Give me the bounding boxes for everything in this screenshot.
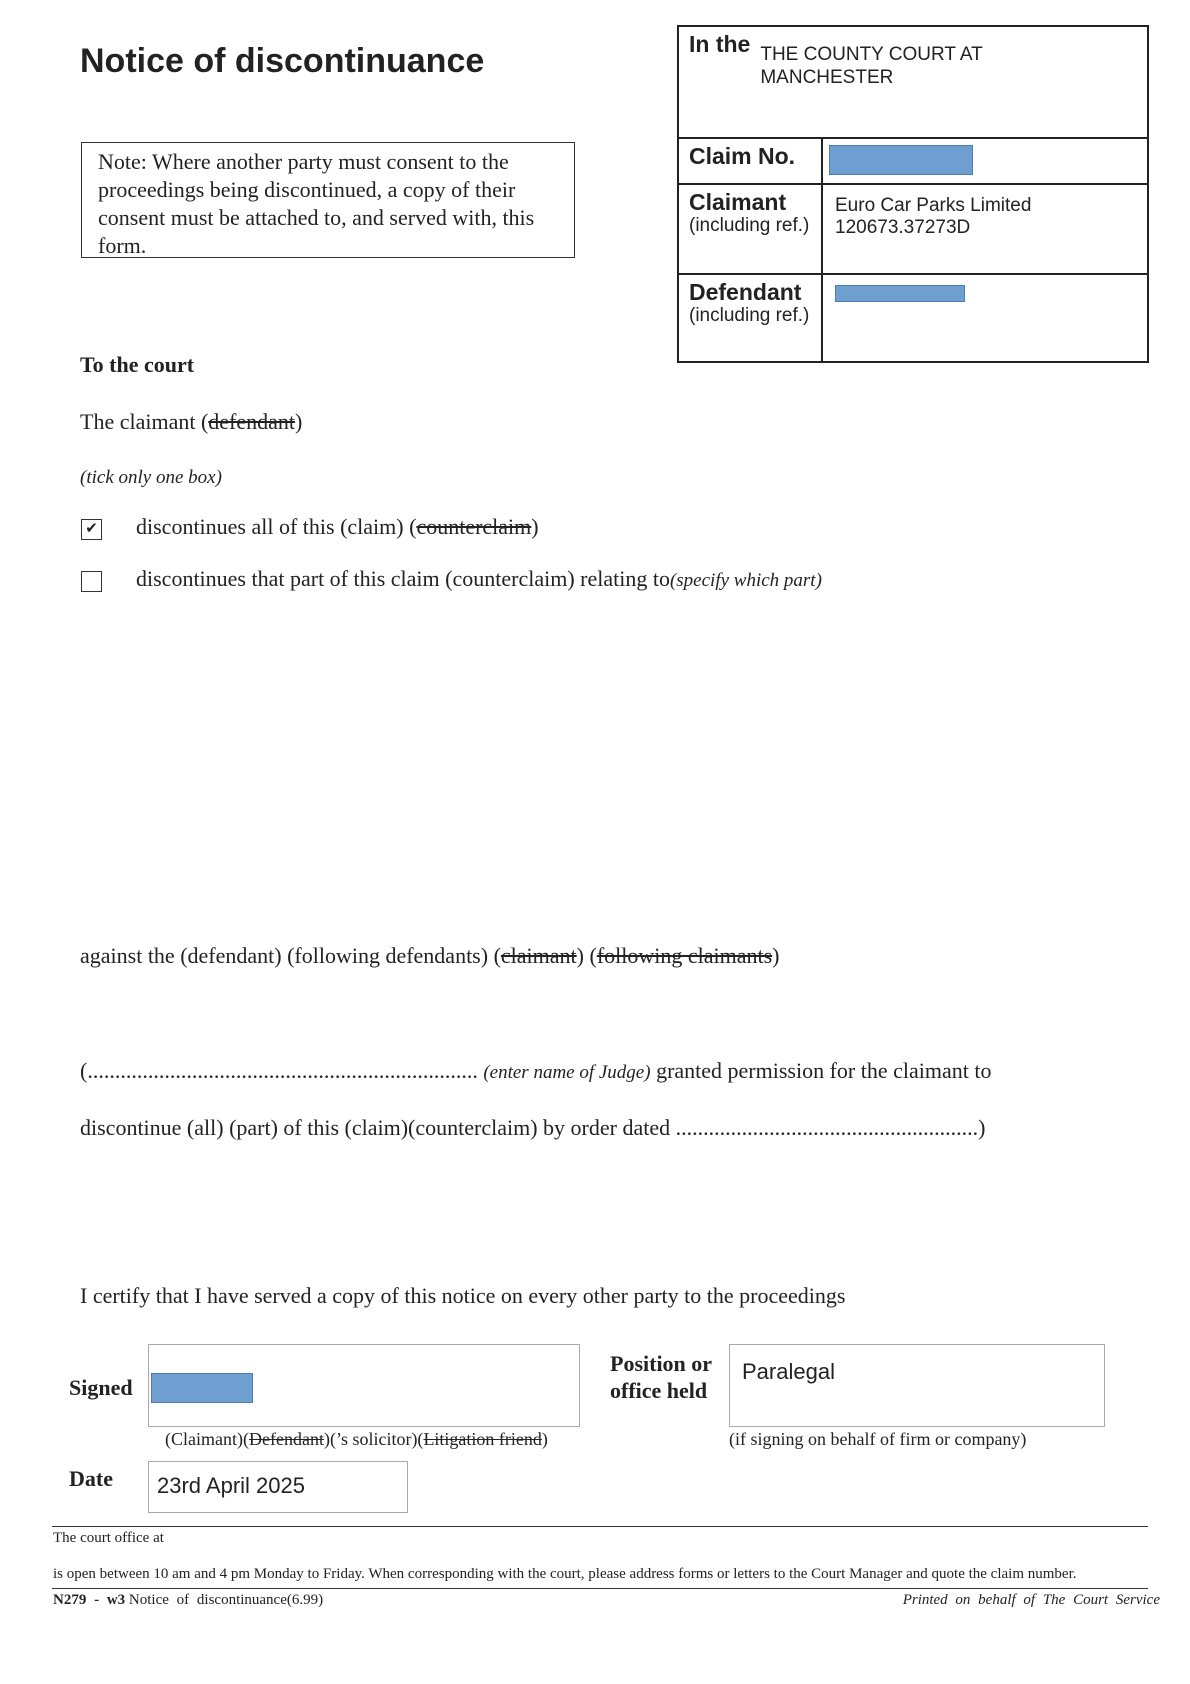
position-label-line2: office held <box>610 1378 708 1403</box>
signed-label: Signed <box>69 1375 133 1400</box>
position-field[interactable]: Paralegal <box>729 1344 1105 1427</box>
against-line <box>80 943 780 969</box>
tick-hint: (tick only one box) <box>80 467 222 488</box>
opening-hours-text: is open between 10 am and 4 pm Monday to Friday. When corresponding with the court, please address forms or letters to the Court Manager and quote the claim number. <box>53 1566 1077 1582</box>
against-prefix: against the (defendant) (following defendants) ( <box>80 943 501 968</box>
page-title: Notice of discontinuance <box>80 42 485 80</box>
discontinue-part-label <box>136 566 822 592</box>
discontinue-all-label <box>136 514 539 540</box>
position-caption: (if signing on behalf of firm or company) <box>729 1429 1027 1449</box>
against-suffix: ) <box>772 943 780 968</box>
discontinue-part-hint: (specify which part) <box>669 570 822 591</box>
signature-redaction <box>151 1373 253 1403</box>
court-office-text: The court office at <box>53 1530 164 1546</box>
claimant-ref: 120673.37273D <box>835 217 971 238</box>
court-name <box>760 31 982 133</box>
court-row <box>679 27 1147 139</box>
form-name: Notice of discontinuance(6.99) <box>128 1592 324 1608</box>
caption-suffix: ) <box>541 1429 548 1449</box>
claim-no-row <box>679 139 1147 185</box>
signature-caption <box>165 1429 548 1450</box>
date-field[interactable]: 23rd April 2025 <box>148 1461 408 1513</box>
footer-top-rule <box>52 1526 1148 1527</box>
against-struck-claimant: claimant <box>500 943 577 968</box>
date-label: Date <box>69 1466 113 1491</box>
claimant-label: Claimant <box>689 189 787 215</box>
claimant-name: Euro Car Parks Limited <box>835 195 1032 216</box>
printed-on-behalf: Printed on behalf of The Court Service <box>902 1592 1160 1608</box>
claimant-line-prefix: The claimant ( <box>80 409 209 434</box>
claim-no-redaction <box>829 145 973 175</box>
court-name-line1: THE COUNTY COURT AT <box>760 44 983 65</box>
judge-text: granted permission for the claimant to <box>656 1058 992 1083</box>
defendant-value-cell <box>823 275 1147 361</box>
claimant-sublabel: (including ref.) <box>689 215 810 236</box>
position-label-line1: Position or <box>610 1351 713 1376</box>
court-details-table <box>677 25 1149 363</box>
defendant-label-cell <box>679 275 823 361</box>
defendant-redaction <box>835 285 965 302</box>
discontinue-all-prefix: discontinues all of this (claim) ( <box>136 514 417 539</box>
claim-no-value-cell <box>823 139 1147 183</box>
position-label <box>610 1350 712 1404</box>
against-struck-claimants: following claimants <box>596 943 773 968</box>
against-middle: ) ( <box>576 943 597 968</box>
defendant-sublabel: (including ref.) <box>689 305 810 326</box>
court-cell <box>679 27 993 137</box>
defendant-row <box>679 275 1147 361</box>
caption-prefix: (Claimant)( <box>165 1429 249 1449</box>
discontinue-part-text: discontinues that part of this claim (counterclaim) relating to <box>136 566 670 591</box>
caption-middle: )(’s solicitor)( <box>323 1429 424 1449</box>
judge-line <box>80 1058 991 1084</box>
in-the-label: In the <box>689 31 751 57</box>
caption-struck-litigation-friend: Litigation friend <box>423 1429 542 1449</box>
claimant-line-suffix: ) <box>295 409 303 434</box>
order-line: discontinue (all) (part) of this (claim)(counterclaim) by order dated .......................................................) <box>80 1115 986 1140</box>
discontinue-all-suffix: ) <box>531 514 539 539</box>
claim-no-label-cell <box>679 139 823 183</box>
claimant-line-struck: defendant <box>208 409 296 434</box>
discontinue-all-struck: counterclaim <box>416 514 532 539</box>
signature-field[interactable] <box>148 1344 580 1427</box>
claimant-line <box>80 409 302 435</box>
claimant-row <box>679 185 1147 275</box>
claim-no-label: Claim No. <box>689 143 796 169</box>
discontinue-all-checkbox[interactable]: ✔ <box>81 519 102 540</box>
court-name-line2: MANCHESTER <box>760 67 894 88</box>
discontinue-part-checkbox[interactable] <box>81 571 102 592</box>
judge-dots: (....................................................................... <box>80 1058 478 1083</box>
judge-hint: (enter name of Judge) <box>483 1062 651 1083</box>
claimant-value-cell <box>823 185 1147 273</box>
form-code: N279 - w3 <box>53 1592 126 1608</box>
to-the-court-heading: To the court <box>80 352 195 377</box>
footer-bottom-rule <box>52 1588 1148 1589</box>
certify-statement: I certify that I have served a copy of this notice on every other party to the proceedings <box>80 1283 846 1308</box>
caption-struck-defendant: Defendant <box>248 1429 324 1449</box>
form-reference <box>53 1592 323 1609</box>
defendant-label: Defendant <box>689 279 802 305</box>
claimant-label-cell <box>679 185 823 273</box>
consent-note: Note: Where another party must consent to the proceedings being discontinued, a copy of their consent must be attached to, and served with, this form. <box>81 142 575 258</box>
